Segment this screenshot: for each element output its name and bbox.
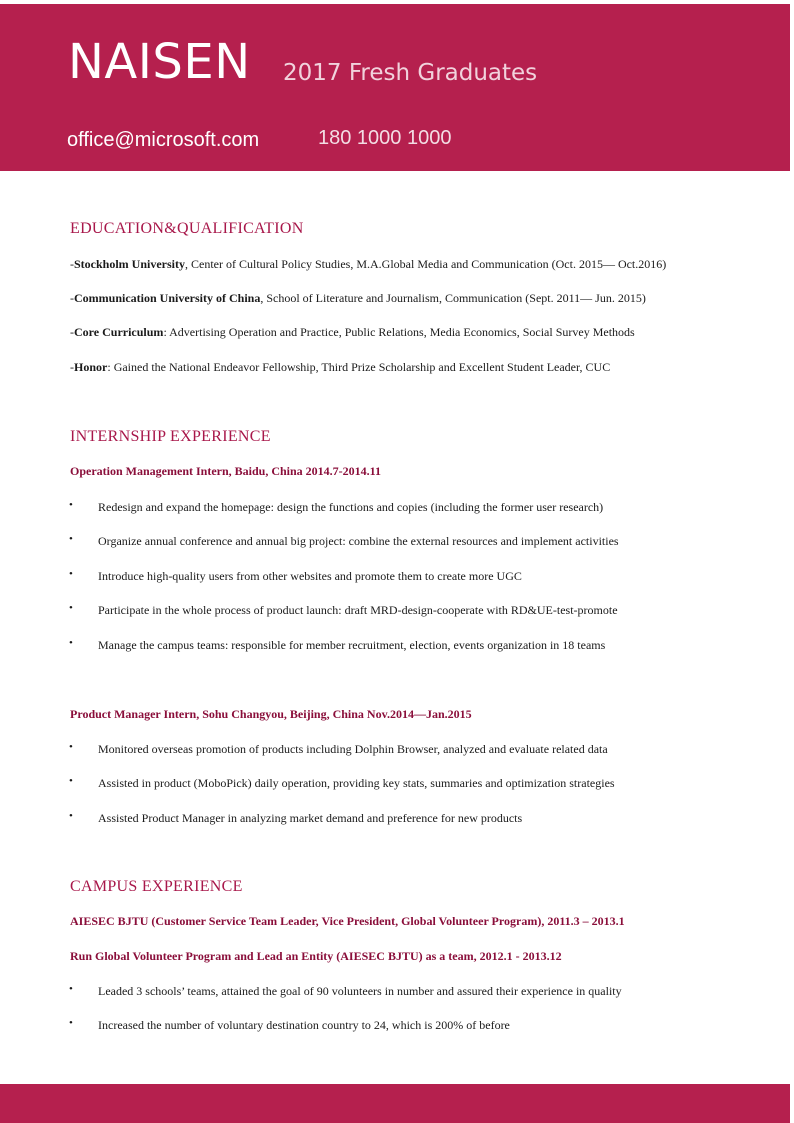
section-title-campus: CAMPUS EXPERIENCE: [70, 878, 243, 895]
bullet-icon: •: [69, 568, 73, 580]
section-title-education: EDUCATION&QUALIFICATION: [70, 220, 304, 237]
education-item: -Communication University of China, School of Literature and Journalism, Communication (Sept. 2011— Jun. 2015): [70, 291, 646, 305]
campus-heading: Run Global Volunteer Program and Lead an Entity (AIESEC BJTU) as a team, 2012.1 - 2013.12: [70, 949, 562, 963]
job-heading: Operation Management Intern, Baidu, China 2014.7-2014.11: [70, 464, 382, 478]
bullet-icon: •: [69, 533, 73, 545]
bullet-icon: •: [69, 637, 73, 649]
candidate-name: NAISEN: [68, 34, 251, 90]
section-title-internship: INTERNSHIP EXPERIENCE: [70, 428, 271, 445]
bullet-icon: •: [69, 499, 73, 511]
header-banner: [0, 4, 790, 171]
footer-banner: [0, 1084, 790, 1123]
education-item: -Honor: Gained the National Endeavor Fellowship, Third Prize Scholarship and Excellent Student Leader, CUC: [70, 360, 611, 374]
bullet-icon: •: [69, 810, 73, 822]
bullet-icon: •: [69, 983, 73, 995]
bullet-icon: •: [69, 1017, 73, 1029]
bullet-icon: •: [69, 775, 73, 787]
bullet-icon: •: [69, 741, 73, 753]
contact-email: office@microsoft.com: [67, 129, 260, 151]
contact-phone: 180 1000 1000: [318, 127, 452, 149]
education-item: -Core Curriculum: Advertising Operation and Practice, Public Relations, Media Economics, Social Survey Methods: [70, 325, 635, 339]
candidate-subtitle: 2017 Fresh Graduates: [283, 60, 538, 86]
job-heading: Product Manager Intern, Sohu Changyou, Beijing, China Nov.2014—Jan.2015: [70, 707, 472, 721]
campus-heading: AIESEC BJTU (Customer Service Team Leader, Vice President, Global Volunteer Program), 2011.3 – 2013.1: [70, 914, 625, 928]
education-item: -Stockholm University, Center of Cultural Policy Studies, M.A.Global Media and Communication (Oct. 2015— Oct.2016): [70, 257, 667, 271]
bullet-icon: •: [69, 602, 73, 614]
